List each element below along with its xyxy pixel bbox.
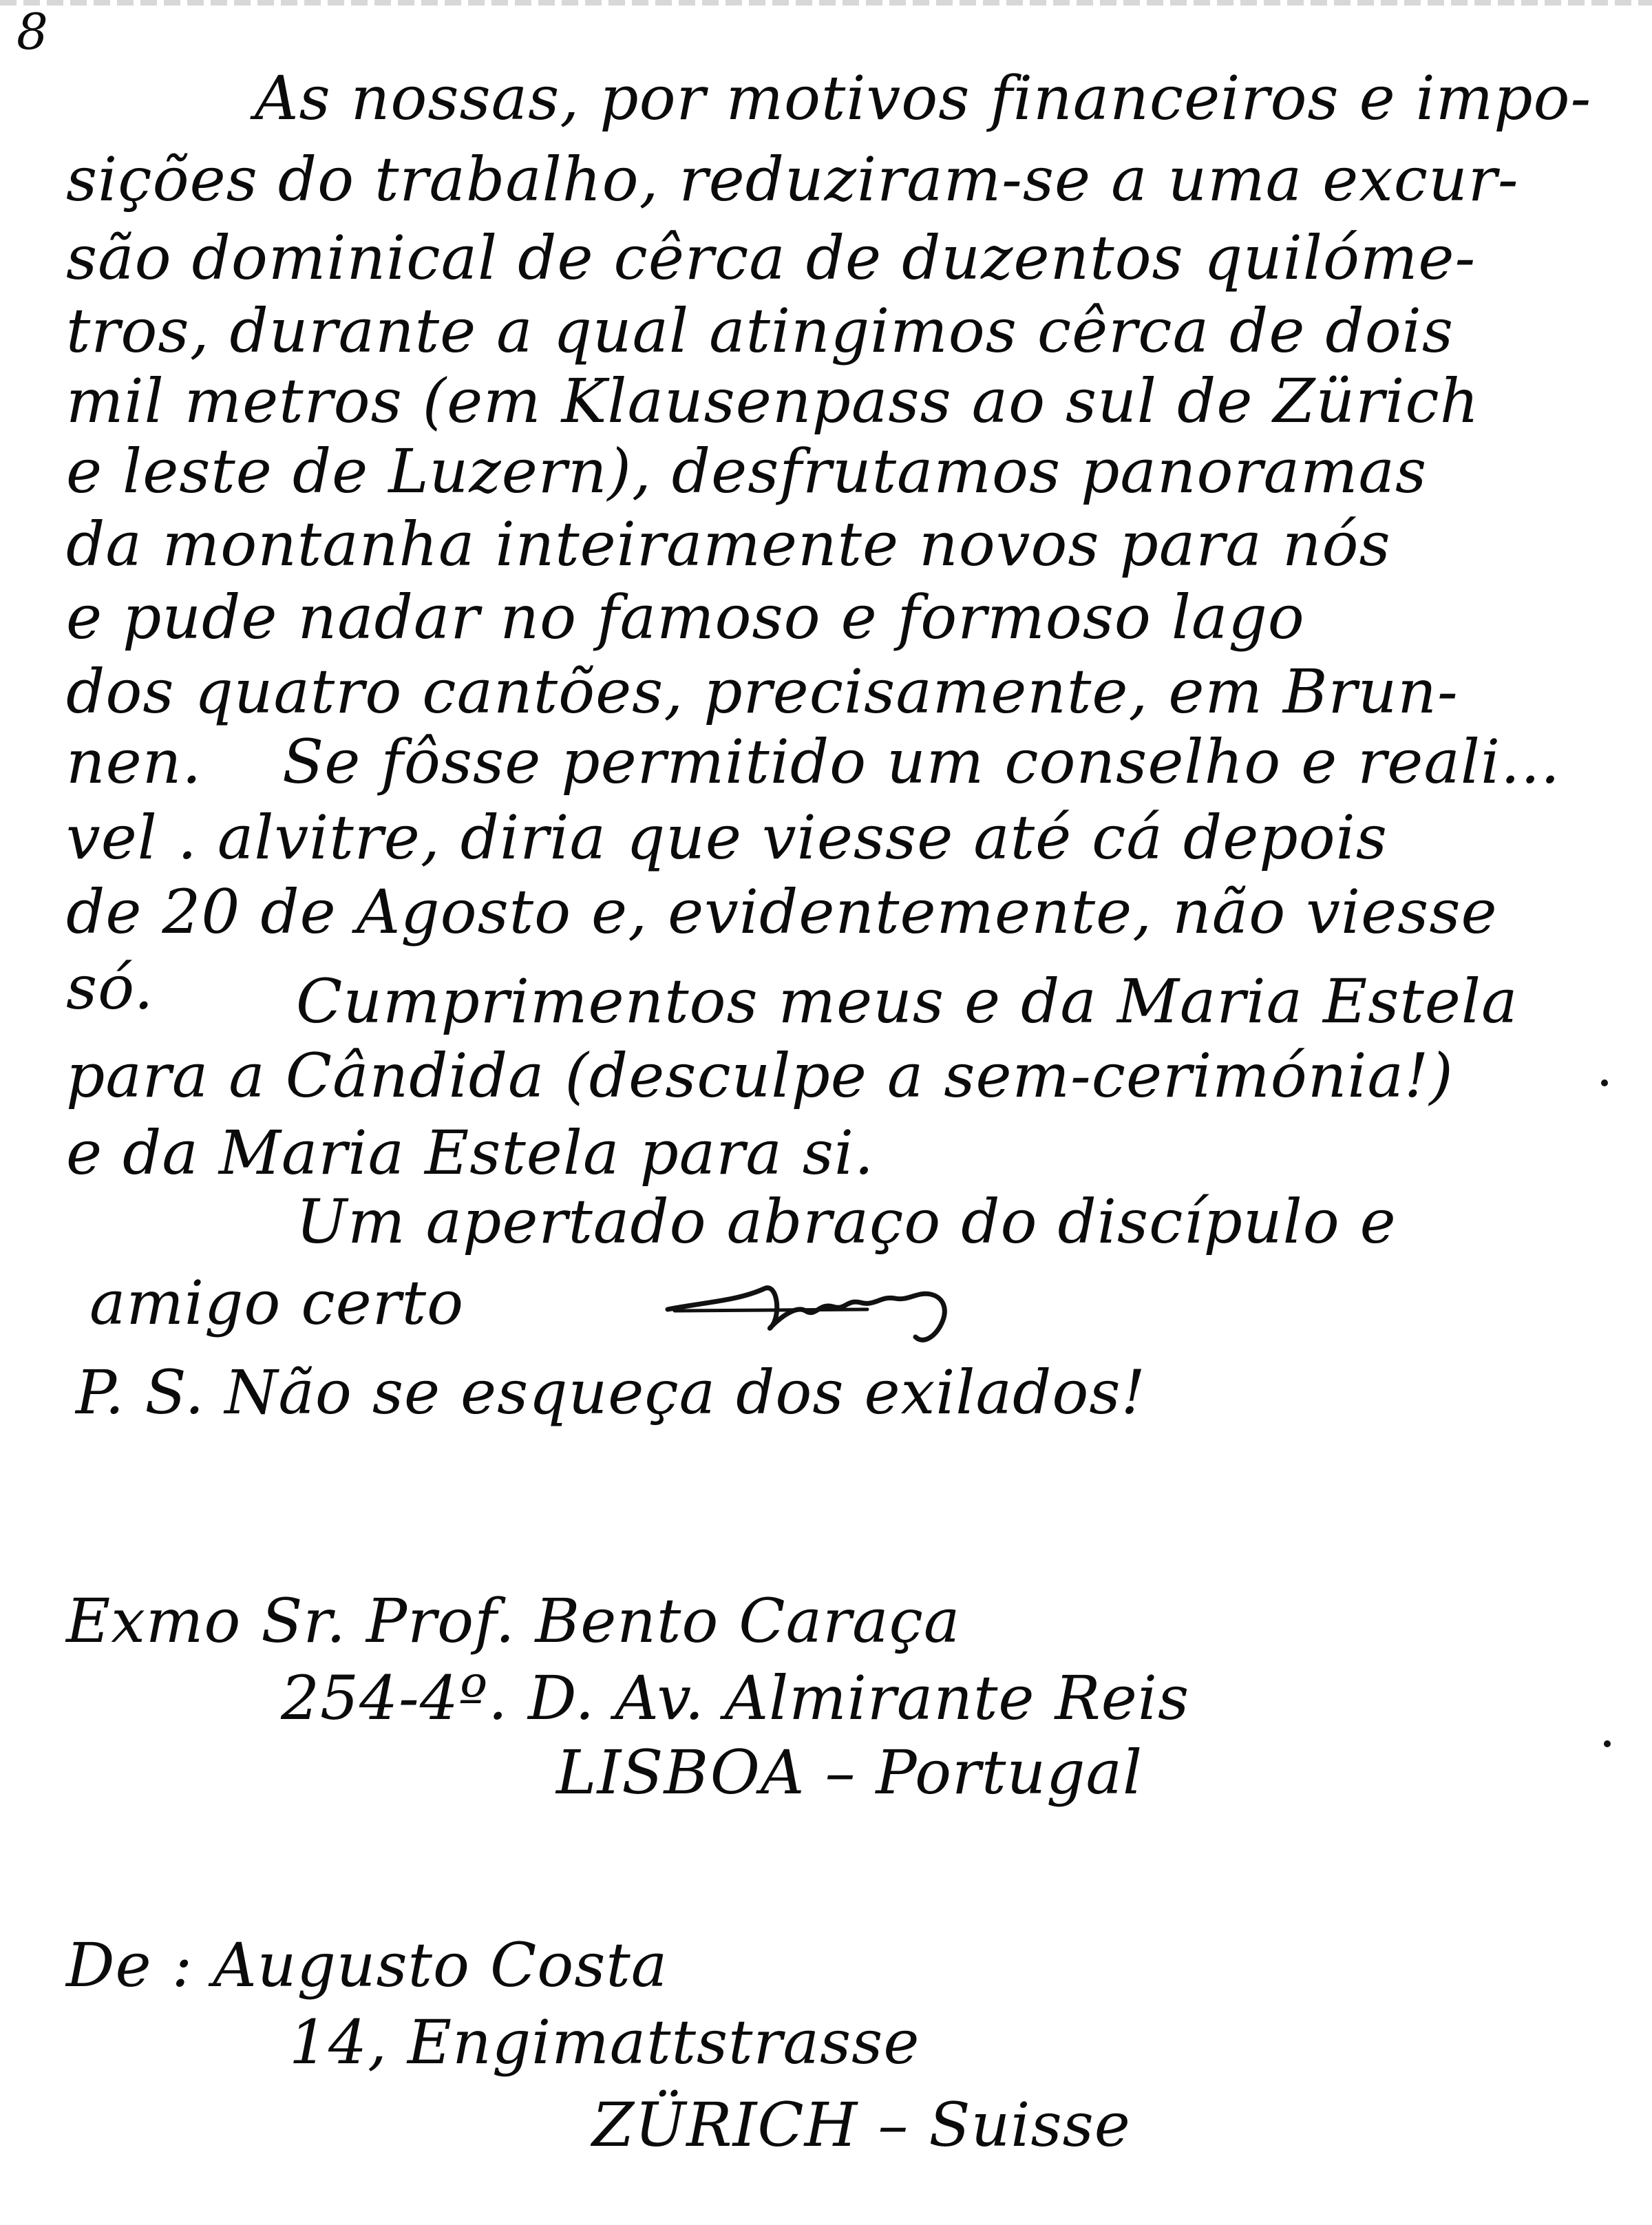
signature-scrawl: [661, 1261, 977, 1351]
page-number: 8: [17, 3, 48, 61]
letter-line: e pude nadar no famoso e formoso lago: [66, 582, 1305, 653]
letter-line: só.: [66, 952, 154, 1023]
letter-line: e da Maria Estela para si.: [66, 1117, 875, 1188]
scan-speck: [1604, 1740, 1611, 1747]
scan-speck: [1601, 1079, 1608, 1086]
sender-name: De : Augusto Costa: [66, 1930, 668, 2001]
sender-street: 14, Engimattstrasse: [289, 2007, 920, 2078]
recipient-street: 254-4º. D. Av. Almirante Reis: [281, 1663, 1190, 1733]
recipient-city: LISBOA – Portugal: [556, 1737, 1143, 1808]
letter-line: As nossas, por motivos financeiros e impo-: [255, 63, 1592, 134]
letter-line: tros, durante a qual atingimos cêrca de dois: [66, 295, 1454, 366]
letter-line: Um apertado abraço do discípulo e: [296, 1186, 1397, 1257]
letter-line: da montanha inteiramente novos para nós: [66, 509, 1391, 580]
letter-line: Cumprimentos meus e da Maria Estela: [296, 966, 1518, 1037]
letter-line: são dominical de cêrca de duzentos quilóme-: [66, 222, 1476, 293]
letter-line: sições do trabalho, reduziram-se a uma excur-: [66, 144, 1519, 215]
sender-city: ZÜRICH – Suisse: [592, 2089, 1131, 2160]
letter-line: para a Cândida (desculpe a sem-cerimónia!): [66, 1040, 1454, 1111]
postscript: P. S. Não se esqueça dos exilados!: [76, 1357, 1146, 1428]
letter-line: mil metros (em Klausenpass ao sul de Zürich: [66, 366, 1480, 436]
letter-line: amigo certo: [89, 1267, 465, 1338]
signature: [661, 1261, 977, 1351]
scan-top-edge: [0, 0, 1652, 6]
letter-line: de 20 de Agosto e, evidentemente, não viesse: [66, 876, 1498, 947]
letter-line: Se fôsse permitido um conselho e reali...: [282, 726, 1561, 797]
letter-line: vel . alvitre, diria que viesse até cá depois: [66, 802, 1388, 873]
letter-line: e leste de Luzern), desfrutamos panoramas: [66, 436, 1428, 507]
recipient-name: Exmo Sr. Prof. Bento Caraça: [66, 1585, 961, 1656]
letter-line: dos quatro cantões, precisamente, em Brun-: [66, 656, 1459, 727]
letter-line: nen.: [66, 726, 202, 797]
